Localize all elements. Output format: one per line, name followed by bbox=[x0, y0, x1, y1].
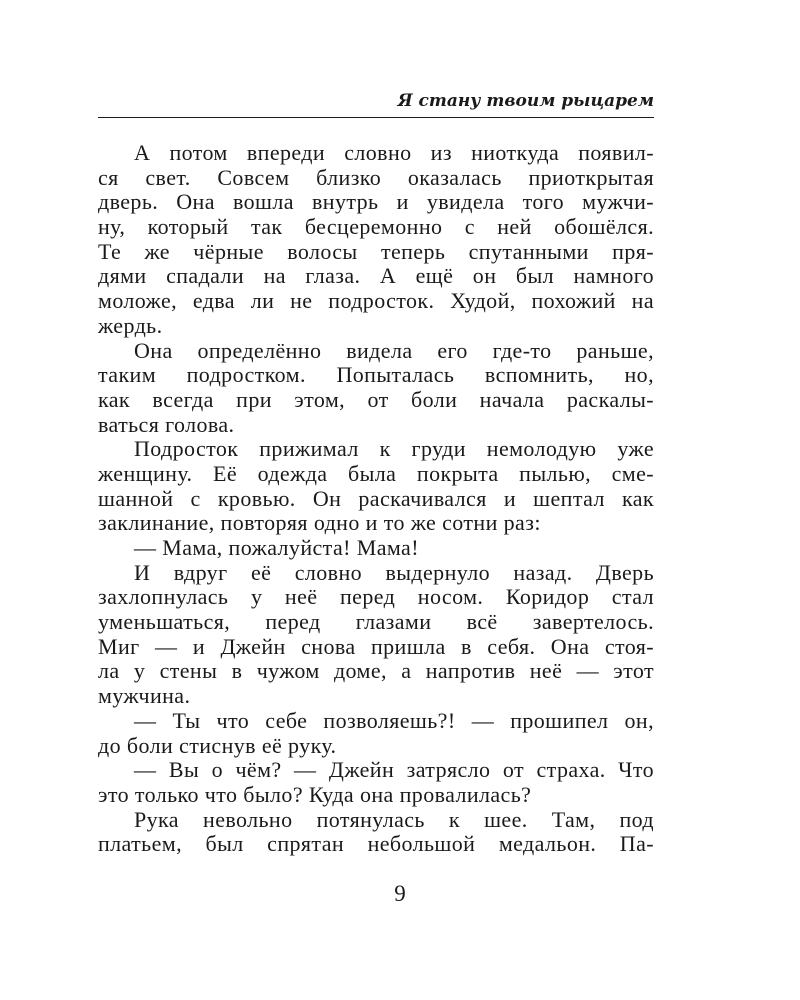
text-line: Она определённо видела его где-то раньше, bbox=[134, 337, 654, 363]
body-text bbox=[98, 141, 654, 857]
running-head-title: Я стану твоим рыцарем bbox=[397, 91, 654, 111]
text-line: И вдруг её словно выдернуло назад. Дверь bbox=[134, 559, 654, 585]
text-line: жердь. bbox=[98, 312, 163, 338]
text-line: ла у стены в чужом доме, а напротив неё — этот bbox=[98, 658, 654, 684]
text-line: женщину. Её одежда была покрыта пылью, сме- bbox=[98, 460, 654, 486]
text-line: шанной с кровью. Он раскачивался и шептал как bbox=[98, 485, 654, 511]
page-number: 9 bbox=[394, 881, 406, 906]
text-line: — Мама, пожалуйста! Мама! bbox=[134, 535, 419, 560]
text-line: как всегда при этом, от боли начала раскалы- bbox=[98, 386, 654, 412]
text-line: платьем, был спрятан небольшой медальон. Па- bbox=[98, 831, 654, 857]
text-line: Те же чёрные волосы теперь спутанными пря- bbox=[98, 238, 654, 264]
text-line: дверь. Она вошла внутрь и увидела того мужчи- bbox=[98, 189, 654, 215]
text-line: ну, который так бесцеремонно с ней обошёлся. bbox=[98, 214, 654, 240]
text-line: Миг — и Джейн снова пришла в себя. Она стоя- bbox=[98, 633, 654, 659]
text-line: уменьшаться, перед глазами всё завертелось. bbox=[98, 609, 654, 635]
text-line: это только что было? Куда она провалилась? bbox=[98, 781, 532, 807]
text-line: дями спадали на глаза. А ещё он был намного bbox=[98, 263, 654, 289]
header-divider bbox=[98, 117, 654, 118]
text-line: заклинание, повторяя одно и то же сотни раз: bbox=[98, 510, 541, 536]
text-line: моложе, едва ли не подросток. Худой, похожий на bbox=[98, 288, 654, 314]
text-line: таким подростком. Попыталась вспомнить, но, bbox=[98, 362, 654, 388]
text-line: до боли стиснув её руку. bbox=[98, 732, 337, 758]
text-line: ваться голова. bbox=[98, 411, 235, 437]
text-line: Рука невольно потянулась к шее. Там, под bbox=[134, 806, 654, 832]
text-line: мужчина. bbox=[98, 683, 191, 709]
text-line: Подросток прижимал к груди немолодую уже bbox=[134, 436, 654, 462]
text-line: ся свет. Совсем близко оказалась приоткрытая bbox=[98, 164, 654, 190]
text-line: захлопнулась у неё перед носом. Коридор стал bbox=[98, 584, 654, 610]
text-line: — Вы о чём? — Джейн затрясло от страха. Что bbox=[134, 757, 654, 783]
text-line: А потом впереди словно из ниоткуда появил- bbox=[134, 140, 654, 165]
text-line: — Ты что себе позволяешь?! — прошипел он, bbox=[134, 707, 654, 733]
